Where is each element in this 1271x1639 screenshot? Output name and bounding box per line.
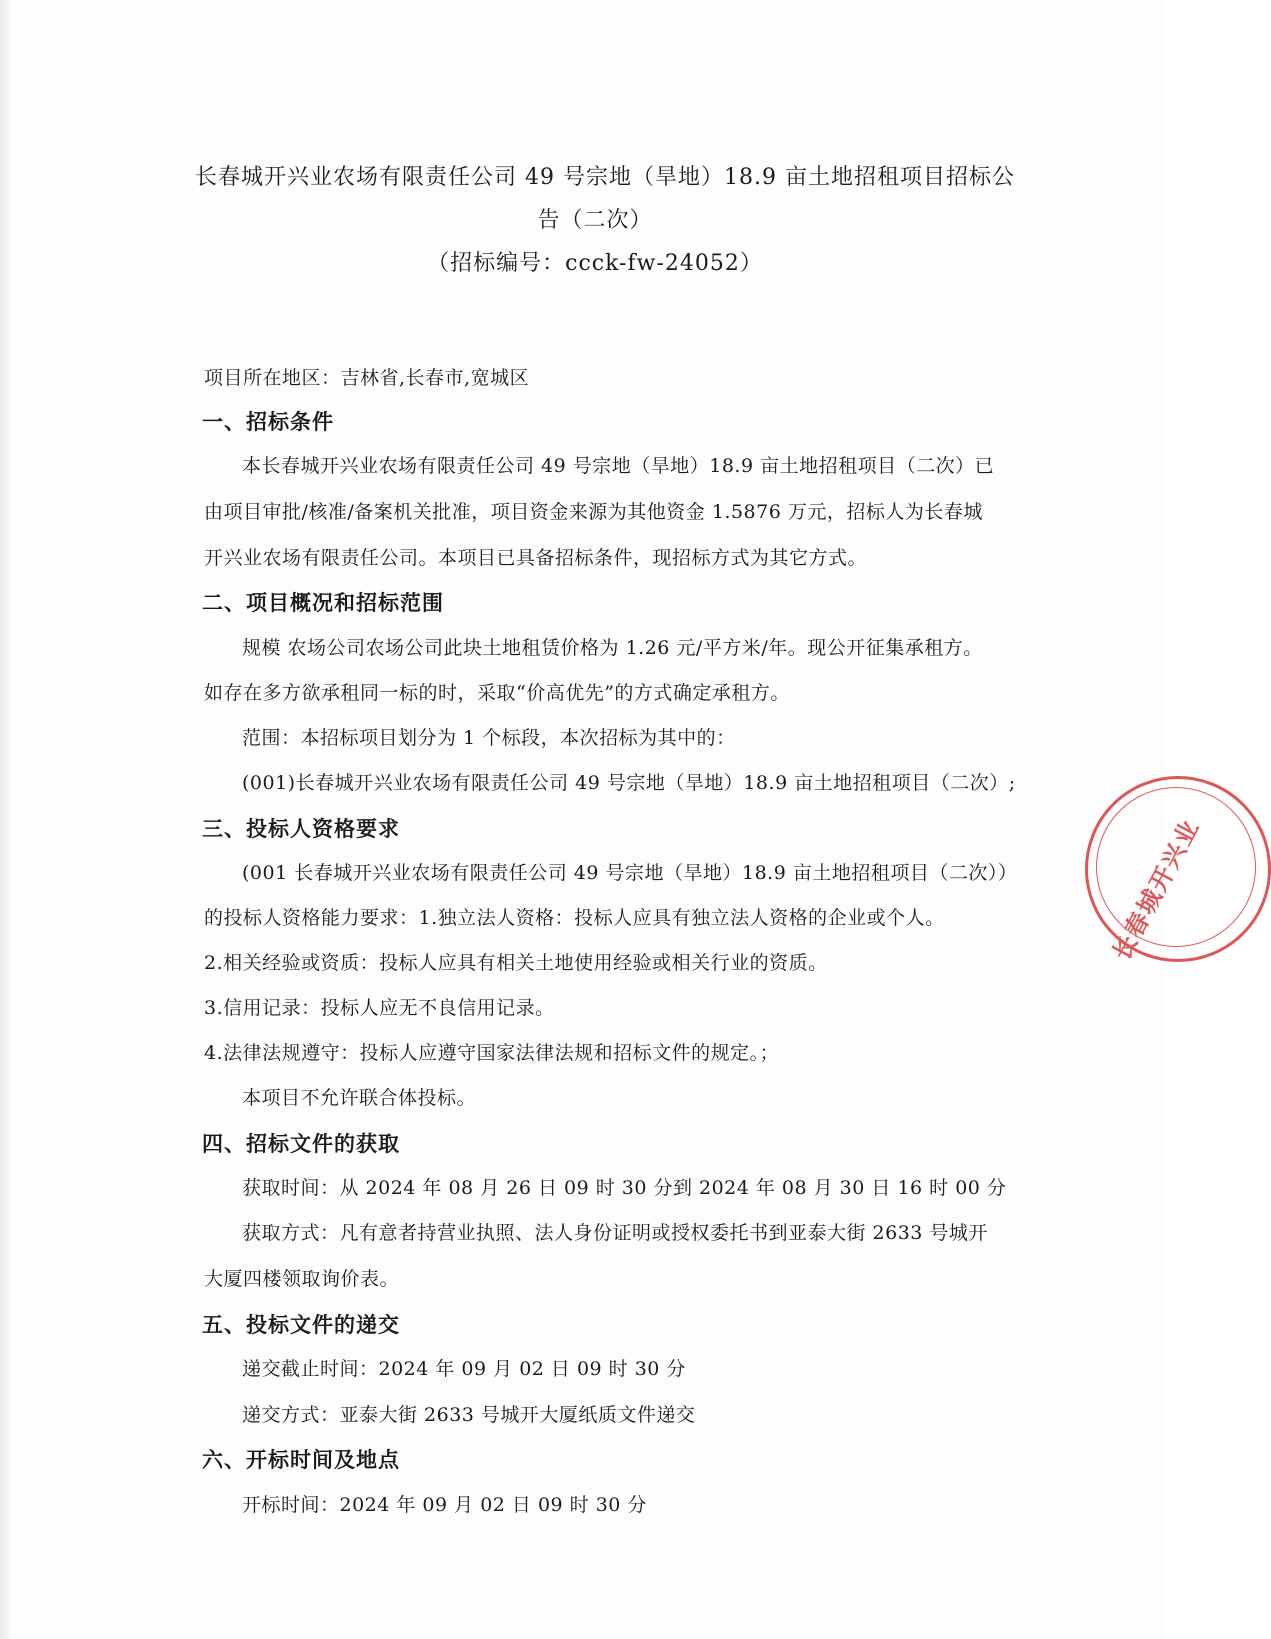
section-4-heading: 四、招标文件的获取 <box>202 1131 400 1156</box>
section-6-heading: 六、开标时间及地点 <box>202 1447 400 1472</box>
section-4-p3: 大厦四楼领取询价表。 <box>204 1268 400 1290</box>
title-line-1: 长春城开兴业农场有限责任公司 49 号宗地（旱地）18.9 亩土地招租项目招标公 <box>195 165 1015 190</box>
section-3-p1: (001 长春城开兴业农场有限责任公司 49 号宗地（旱地）18.9 亩土地招租项目（二次）） <box>242 862 1018 884</box>
section-3-p4: 3.信用记录：投标人应无不良信用记录。 <box>204 997 555 1019</box>
section-1-p3: 开兴业农场有限责任公司。本项目已具备招标条件，现招标方式为其它方式。 <box>204 547 868 569</box>
section-5-heading: 五、投标文件的递交 <box>202 1312 400 1337</box>
section-2-p3: 范围：本招标项目划分为 1 个标段，本次招标为其中的： <box>242 727 736 749</box>
section-3-p3: 2.相关经验或资质：投标人应具有相关土地使用经验或相关行业的资质。 <box>204 952 828 974</box>
title-line-2: 告（二次） <box>537 208 653 233</box>
project-region: 项目所在地区：吉林省,长春市,宽城区 <box>204 367 530 389</box>
section-1-p1: 本长春城开兴业农场有限责任公司 49 号宗地（旱地）18.9 亩土地招租项目（二次）已 <box>242 455 995 477</box>
section-2-p2: 如存在多方欲承租同一标的时，采取“价高优先”的方式确定承租方。 <box>204 682 790 704</box>
section-2-p4: (001)长春城开兴业农场有限责任公司 49 号宗地（旱地）18.9 亩土地招租项目（二次）; <box>242 772 1016 794</box>
section-4-p1: 获取时间：从 2024 年 08 月 26 日 09 时 30 分到 2024 年 08 月 30 日 16 时 00 分 <box>242 1177 1007 1199</box>
company-seal <box>1085 776 1271 965</box>
section-1-heading: 一、招标条件 <box>202 409 334 434</box>
section-3-p5: 4.法律法规遵守：投标人应遵守国家法律法规和招标文件的规定。； <box>204 1042 780 1064</box>
section-5-p2: 递交方式：亚泰大街 2633 号城开大厦纸质文件递交 <box>242 1404 696 1426</box>
section-3-p6: 本项目不允许联合体投标。 <box>242 1087 477 1109</box>
section-2-heading: 二、项目概况和招标范围 <box>202 590 444 615</box>
section-2-p1: 规模 农场公司农场公司此块土地租赁价格为 1.26 元/平方米/年。现公开征集承租方。 <box>242 637 983 659</box>
section-3-p2: 的投标人资格能力要求：1.独立法人资格：投标人应具有独立法人资格的企业或个人。 <box>204 907 945 929</box>
scan-edge <box>0 0 12 1639</box>
section-3-heading: 三、投标人资格要求 <box>202 816 400 841</box>
section-1-p2: 由项目审批/核准/备案机关批准，项目资金来源为其他资金 1.5876 万元，招标人为长春城 <box>204 501 983 523</box>
section-6-p1: 开标时间：2024 年 09 月 02 日 09 时 30 分 <box>242 1494 647 1516</box>
seal-text: 长春城开兴业 <box>1106 813 1206 965</box>
section-4-p2: 获取方式：凡有意者持营业执照、法人身份证明或授权委托书到亚泰大街 2633 号城开 <box>242 1222 988 1244</box>
section-5-p1: 递交截止时间：2024 年 09 月 02 日 09 时 30 分 <box>242 1358 686 1380</box>
tender-code: （招标编号：ccck-fw-24052） <box>427 251 763 276</box>
